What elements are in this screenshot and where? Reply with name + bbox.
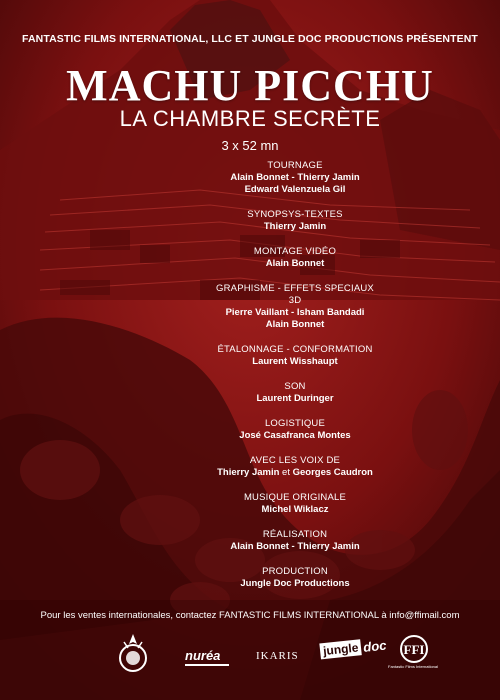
credit-role: AVEC LES VOIX DE <box>249 455 341 466</box>
credit-name: Alain Bonnet - Thierry Jamin <box>230 541 360 552</box>
nurea-logo <box>185 648 229 666</box>
credits-list <box>180 160 410 603</box>
credit-production <box>180 566 410 590</box>
ikaris-logo <box>256 650 299 662</box>
voice-join: et <box>279 467 293 478</box>
credit-synopsys <box>180 209 410 233</box>
credit-role: MONTAGE VIDÉO <box>253 246 337 257</box>
credit-name: Laurent Duringer <box>256 393 334 404</box>
credit-role: MUSIQUE ORIGINALE <box>243 492 347 503</box>
credit-name: Pierre Vaillant - Isham Bandadi <box>225 307 365 318</box>
voice-name-a: Thierry Jamin <box>217 467 280 478</box>
credit-role: RÉALISATION <box>262 529 328 540</box>
nurea-logo-text: nuréa <box>185 648 221 663</box>
contact-line: Pour les ventes internationales, contactez FANTASTIC FILMS INTERNATIONAL à info@ffimail.com <box>40 610 460 621</box>
ffi-logo-caption: Fantastic Films International <box>388 664 439 669</box>
credit-name: José Casafranca Montes <box>239 430 351 441</box>
credit-tournage <box>180 160 410 196</box>
credit-graphisme <box>180 283 410 331</box>
credit-role: LOGISTIQUE <box>264 418 326 429</box>
credit-name <box>180 467 410 479</box>
credit-etalonnage <box>180 344 410 368</box>
credit-musique <box>180 492 410 516</box>
ikaris-logo-text: IKARIS <box>256 650 299 662</box>
ffi-logo <box>388 634 439 669</box>
credit-montage <box>180 246 410 270</box>
credit-name: Thierry Jamin <box>263 221 327 232</box>
duration: 3 x 52 mn <box>221 138 279 153</box>
credit-role: PRODUCTION <box>262 566 328 577</box>
page-title: MACHU PICCHU <box>66 61 434 110</box>
credit-role: GRAPHISME - EFFETS SPECIAUX <box>216 283 374 294</box>
credit-voix <box>180 455 410 479</box>
credit-logistique <box>180 418 410 442</box>
credit-name: Alain Bonnet - Thierry Jamin <box>230 172 360 183</box>
voice-name-b: Georges Caudron <box>292 467 373 478</box>
emblem-logo <box>118 632 148 674</box>
logo-strip <box>0 632 500 692</box>
credit-name: Alain Bonnet <box>265 319 325 330</box>
credit-role: TOURNAGE <box>267 160 323 171</box>
page-subtitle: LA CHAMBRE SECRÈTE <box>119 106 381 131</box>
credit-role: SON <box>284 381 306 392</box>
doc-logo-text: doc <box>362 637 388 655</box>
credit-name: Alain Bonnet <box>265 258 325 269</box>
credit-name: Edward Valenzuela Gil <box>244 184 346 195</box>
credit-role-line2: 3D <box>288 295 302 306</box>
credit-role: ÉTALONNAGE - CONFORMATION <box>217 344 373 355</box>
jungle-doc-logo <box>320 637 388 659</box>
credit-realisation <box>180 529 410 553</box>
credit-name: Laurent Wisshaupt <box>252 356 338 367</box>
credit-role: SYNOPSYS-TEXTES <box>247 209 343 220</box>
credit-name: Jungle Doc Productions <box>240 578 350 589</box>
svg-text:FFI: FFI <box>403 642 425 657</box>
presenters-line: FANTASTIC FILMS INTERNATIONAL, LLC ET JUNGLE DOC PRODUCTIONS PRÉSENTENT <box>22 33 478 45</box>
credit-son <box>180 381 410 405</box>
jungle-logo-text: jungle <box>319 639 362 659</box>
credit-name: Michel Wiklacz <box>261 504 329 515</box>
